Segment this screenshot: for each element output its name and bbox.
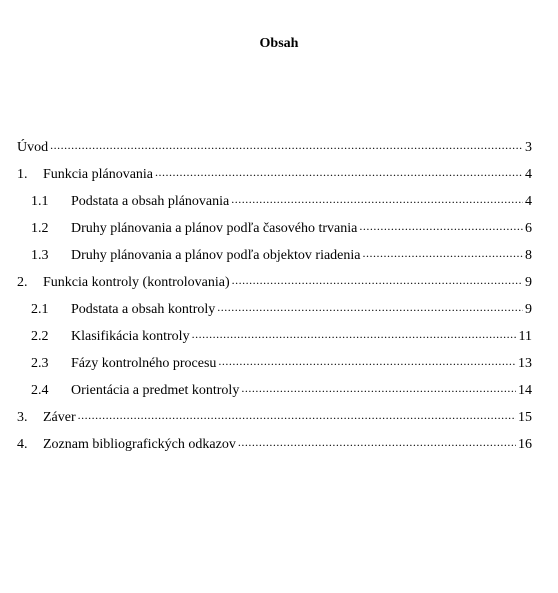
toc-entry-number: 4. (17, 437, 28, 452)
toc-entry-number: 2.3 (31, 356, 49, 371)
toc-entry-1[interactable] (17, 164, 532, 191)
toc-leader-dots (363, 245, 524, 259)
toc-entry-label: Podstata a obsah plánovania (71, 194, 230, 209)
toc-entry-page: 6 (525, 221, 532, 236)
toc-entry-label: Orientácia a predmet kontroly (71, 383, 240, 398)
toc-entry-page: 4 (525, 194, 532, 209)
toc-leader-dots (241, 380, 516, 394)
toc-entry-label: Zoznam bibliografických odkazov (43, 437, 236, 452)
toc-entry-page: 13 (518, 356, 532, 371)
toc-entry-page: 4 (525, 167, 532, 182)
toc-entry-1-2[interactable] (17, 218, 532, 245)
toc-entry-number: 1.3 (31, 248, 49, 263)
toc-entry-page: 3 (525, 140, 532, 155)
toc-entry-page: 16 (518, 437, 532, 452)
toc-entry-number: 2.2 (31, 329, 49, 344)
toc-entry-label: Funkcia plánovania (43, 167, 154, 182)
toc-entry-uvod[interactable] (17, 137, 532, 164)
toc-entry-2-4[interactable] (17, 380, 532, 407)
toc-entry-1-1[interactable] (17, 191, 532, 218)
toc-entry-number: 1.1 (31, 194, 49, 209)
toc-entry-number: 3. (17, 410, 28, 425)
toc-entry-number: 1. (17, 167, 28, 182)
toc-leader-dots (232, 272, 523, 286)
toc-leader-dots (50, 137, 523, 151)
toc-leader-dots (192, 326, 517, 340)
toc-entry-page: 8 (525, 248, 532, 263)
toc-entry-label: Funkcia kontroly (kontrolovania) (43, 275, 230, 290)
toc-leader-dots (155, 164, 523, 178)
toc-entry-3[interactable] (17, 407, 532, 434)
toc-entry-2-1[interactable] (17, 299, 532, 326)
toc-entry-page: 9 (525, 302, 532, 317)
toc-entry-page: 15 (518, 410, 532, 425)
toc-entry-label: Druhy plánovania a plánov podľa objektov riadenia (71, 248, 361, 263)
toc-title: Obsah (259, 36, 299, 51)
toc-entry-2-2[interactable] (17, 326, 532, 353)
toc-entry-label: Druhy plánovania a plánov podľa časového trvania (71, 221, 358, 236)
toc-leader-dots (218, 353, 516, 367)
toc-leader-dots (359, 218, 523, 232)
toc-entry-label: Úvod (17, 140, 49, 155)
toc-entry-page: 9 (525, 275, 532, 290)
toc-entry-label: Záver (43, 410, 76, 425)
toc-entry-page: 11 (518, 329, 532, 344)
toc-leader-dots (217, 299, 523, 313)
toc-entry-label: Fázy kontrolného procesu (71, 356, 217, 371)
toc-entry-number: 1.2 (31, 221, 49, 236)
toc-entry-label: Klasifikácia kontroly (71, 329, 190, 344)
toc-entry-2-3[interactable] (17, 353, 532, 380)
toc-leader-dots (78, 407, 516, 421)
toc-entry-number: 2.1 (31, 302, 49, 317)
toc-leader-dots (231, 191, 523, 205)
toc-entry-2[interactable] (17, 272, 532, 299)
toc-entry-number: 2.4 (31, 383, 49, 398)
toc-entry-page: 14 (518, 383, 532, 398)
toc-entry-4[interactable] (17, 434, 532, 461)
toc-leader-dots (238, 434, 516, 448)
toc-entry-label: Podstata a obsah kontroly (71, 302, 216, 317)
toc-entry-1-3[interactable] (17, 245, 532, 272)
table-of-contents (17, 137, 532, 461)
toc-entry-number: 2. (17, 275, 28, 290)
